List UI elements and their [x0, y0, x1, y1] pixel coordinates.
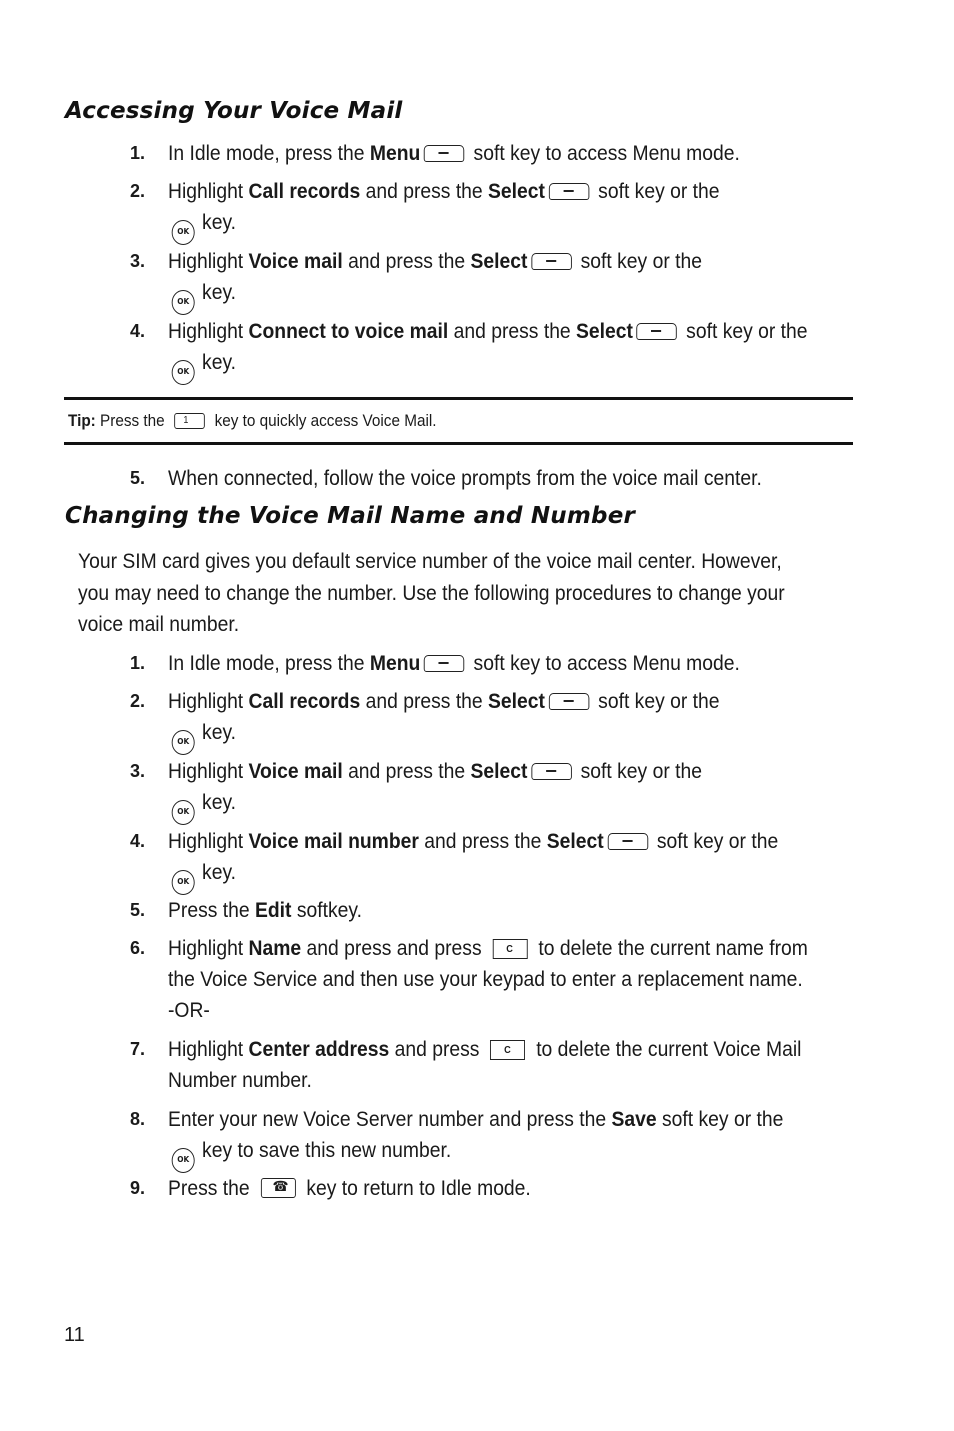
step-number: 9.: [130, 1178, 146, 1198]
menu-softkey-icon: [424, 145, 464, 162]
step-number: 5.: [130, 468, 146, 488]
step-number: 5.: [130, 900, 146, 920]
ok-key-icon: OK: [172, 290, 195, 315]
select-softkey-icon: [531, 763, 571, 780]
step-number: 8.: [130, 1109, 146, 1129]
section-heading: Changing the Voice Mail Name and Number: [65, 503, 636, 529]
clear-key-icon: C: [490, 1040, 525, 1060]
step-number: 3.: [130, 761, 146, 781]
page-number: 11: [64, 1324, 85, 1346]
step-number: 2.: [130, 691, 146, 711]
ok-key-icon: OK: [172, 870, 195, 895]
tip-bottom-rule: [64, 442, 853, 445]
intro-paragraph: Your SIM card gives you default service number of the voice mail center. However, you may need to change the number. Use the following procedures to change your voice mail number.: [78, 550, 785, 636]
tip-box: Tip: Press the 1 key to quickly access Voice Mail.: [68, 411, 437, 430]
step-number: 1.: [130, 653, 146, 673]
ok-key-icon: OK: [172, 800, 195, 825]
ok-key-icon: OK: [172, 730, 195, 755]
section-heading: Accessing Your Voice Mail: [65, 98, 403, 124]
manual-page: Accessing Your Voice Mail 1. In Idle mode, press the Menu soft key to access Menu mode. 2. Highlight Call records and press the Select soft key or the OK key. 3. Highlight Voice mail and press the Select soft key or the OK key. 4. Highlight Connect to voice mail and press the Select soft key or the OK key. Tip: Press the 1 key to quickly access Voice Mail. 5. When connected, follow the voice prompts from the voice mail center. Changing the Voice Mail Name and Number Your SIM card gives you default service number of the voice mail center. However, you may need to change the number. Use the following procedures to change your voice mail number. 1. In Idle mode, press the Menu soft key to access Menu mode. 2. Highlight Call records and press the Select soft key or the OK key. 3. Highlight Voice mail and press the Select soft key or the OK key. 4. Highlight Voice mail number and press the Select soft key or the OK key. 5. Press the Edit softkey. 6. Highlight Name and press and press C to delete the current name from the Voice Service and then use your keypad to enter a replacement name. -OR- 7. Highlight Center address and press C to delete the current Voice Mail Number number. 8. Enter your new Voice Server number and press the Save soft key or the OK key to save this new number. 9. Press the ☎ key to return to Idle mode. 11: [0, 0, 954, 1431]
step-number: 2.: [130, 181, 146, 201]
step-number: 7.: [130, 1039, 146, 1059]
select-softkey-icon: [637, 323, 677, 340]
step-number: 6.: [130, 938, 146, 958]
end-key-icon: ☎: [261, 1178, 296, 1198]
select-softkey-icon: [549, 183, 589, 200]
voicemail-key-icon: 1: [174, 413, 205, 429]
ok-key-icon: OK: [172, 220, 195, 245]
clear-key-icon: C: [493, 939, 528, 959]
step-number: 1.: [130, 143, 146, 163]
tip-top-rule: [64, 397, 853, 400]
menu-softkey-icon: [424, 655, 464, 672]
select-softkey-icon: [607, 833, 647, 850]
ok-key-icon: OK: [172, 360, 195, 385]
tip-label: Tip:: [68, 411, 96, 430]
ok-key-icon: OK: [172, 1148, 195, 1173]
step-number: 3.: [130, 251, 146, 271]
select-softkey-icon: [531, 253, 571, 270]
select-softkey-icon: [549, 693, 589, 710]
step-number: 4.: [130, 321, 146, 341]
step-number: 4.: [130, 831, 146, 851]
